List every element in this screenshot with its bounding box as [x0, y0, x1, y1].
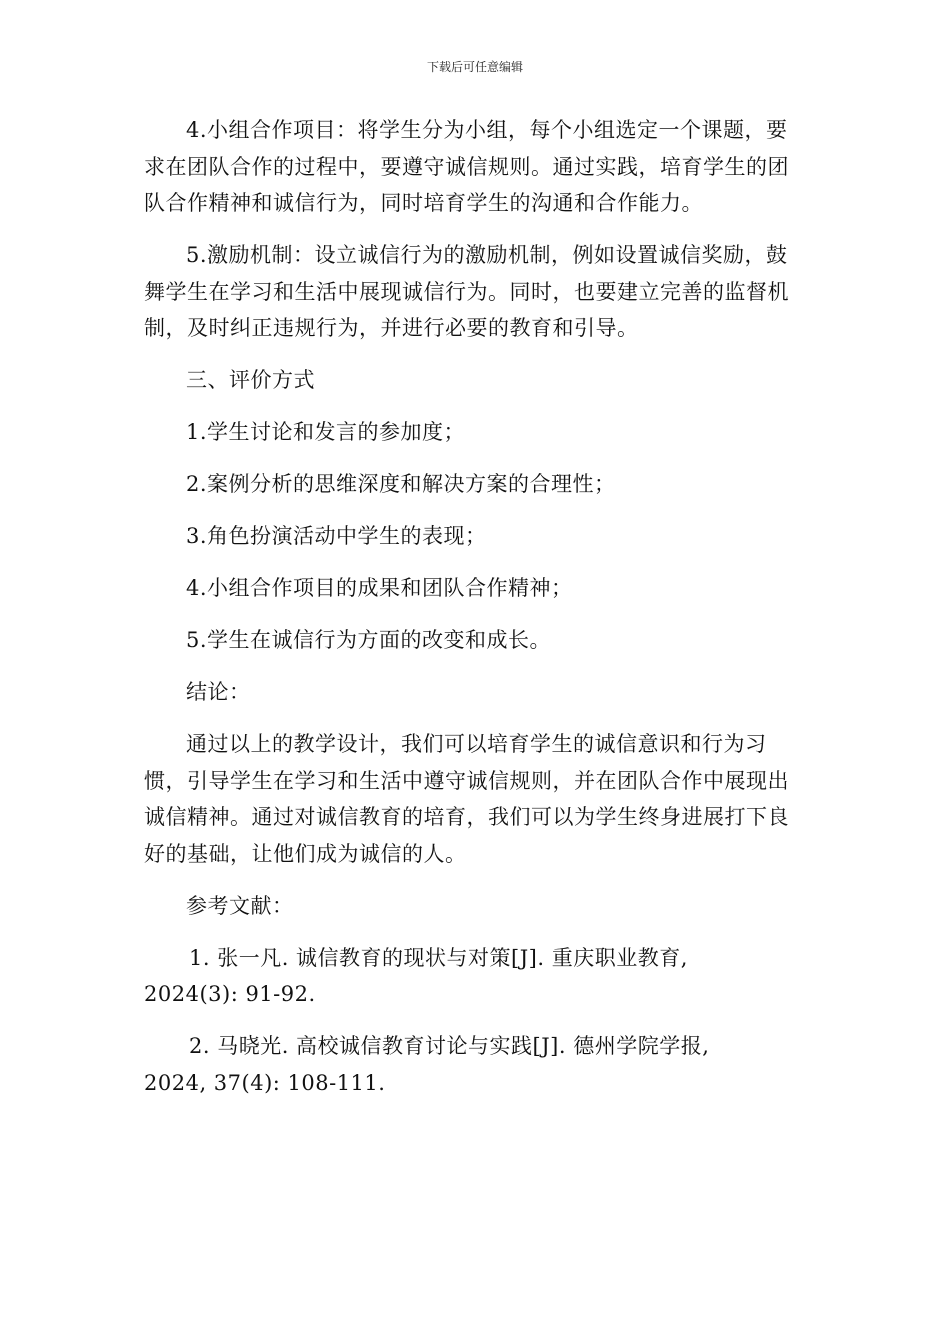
eval-item-1: 1.学生讨论和发言的参加度；: [186, 420, 466, 444]
eval-item-2: 2.案例分析的思维深度和解决方案的合理性；: [186, 472, 616, 496]
reference-2-line-2: 2024, 37(4): 108-111.: [144, 1070, 386, 1095]
eval-item-4: 4.小组合作项目的成果和团队合作精神；: [186, 576, 573, 600]
reference-item-2: [144, 1028, 794, 1101]
reference-item-1: [144, 940, 794, 1013]
reference-1-line-1: 1. 张一凡. 诚信教育的现状与对策[J]. 重庆职业教育,: [189, 945, 688, 970]
section-heading-evaluation: 三、评价方式: [186, 368, 315, 392]
reference-2-line-1: 2. 马晓光. 高校诚信教育讨论与实践[J]. 德州学院学报,: [189, 1034, 710, 1058]
page-header: 下载后可任意编辑: [426, 60, 523, 74]
eval-item-3: 3.角色扮演活动中学生的表现；: [186, 524, 487, 548]
conclusion-heading: 结论：: [186, 680, 251, 704]
conclusion-paragraph: 通过以上的教学设计，我们可以培育学生的诚信意识和行为习惯，引导学生在学习和生活中遵守诚信规则，并在团队合作中展现出诚信精神。通过对诚信教育的培育，我们可以为学生终身进展打下良好的基础，让他们成为诚信的人。: [144, 732, 789, 866]
document-body: [144, 112, 794, 1117]
references-heading: 参考文献：: [186, 893, 294, 918]
paragraph-group-project: 4.小组合作项目：将学生分为小组，每个小组选定一个课题，要求在团队合作的过程中，要遵守诚信规则。通过实践，培育学生的团队合作精神和诚信行为，同时培育学生的沟通和合作能力。: [144, 118, 789, 215]
paragraph-incentive-mechanism: 5.激励机制：设立诚信行为的激励机制，例如设置诚信奖励，鼓舞学生在学习和生活中展现诚信行为。同时，也要建立完善的监督机制，及时纠正违规行为，并进行必要的教育和引导。: [144, 243, 789, 340]
reference-1-line-2: 2024(3): 91-92.: [144, 982, 316, 1006]
eval-item-5: 5.学生在诚信行为方面的改变和成长。: [186, 628, 552, 652]
